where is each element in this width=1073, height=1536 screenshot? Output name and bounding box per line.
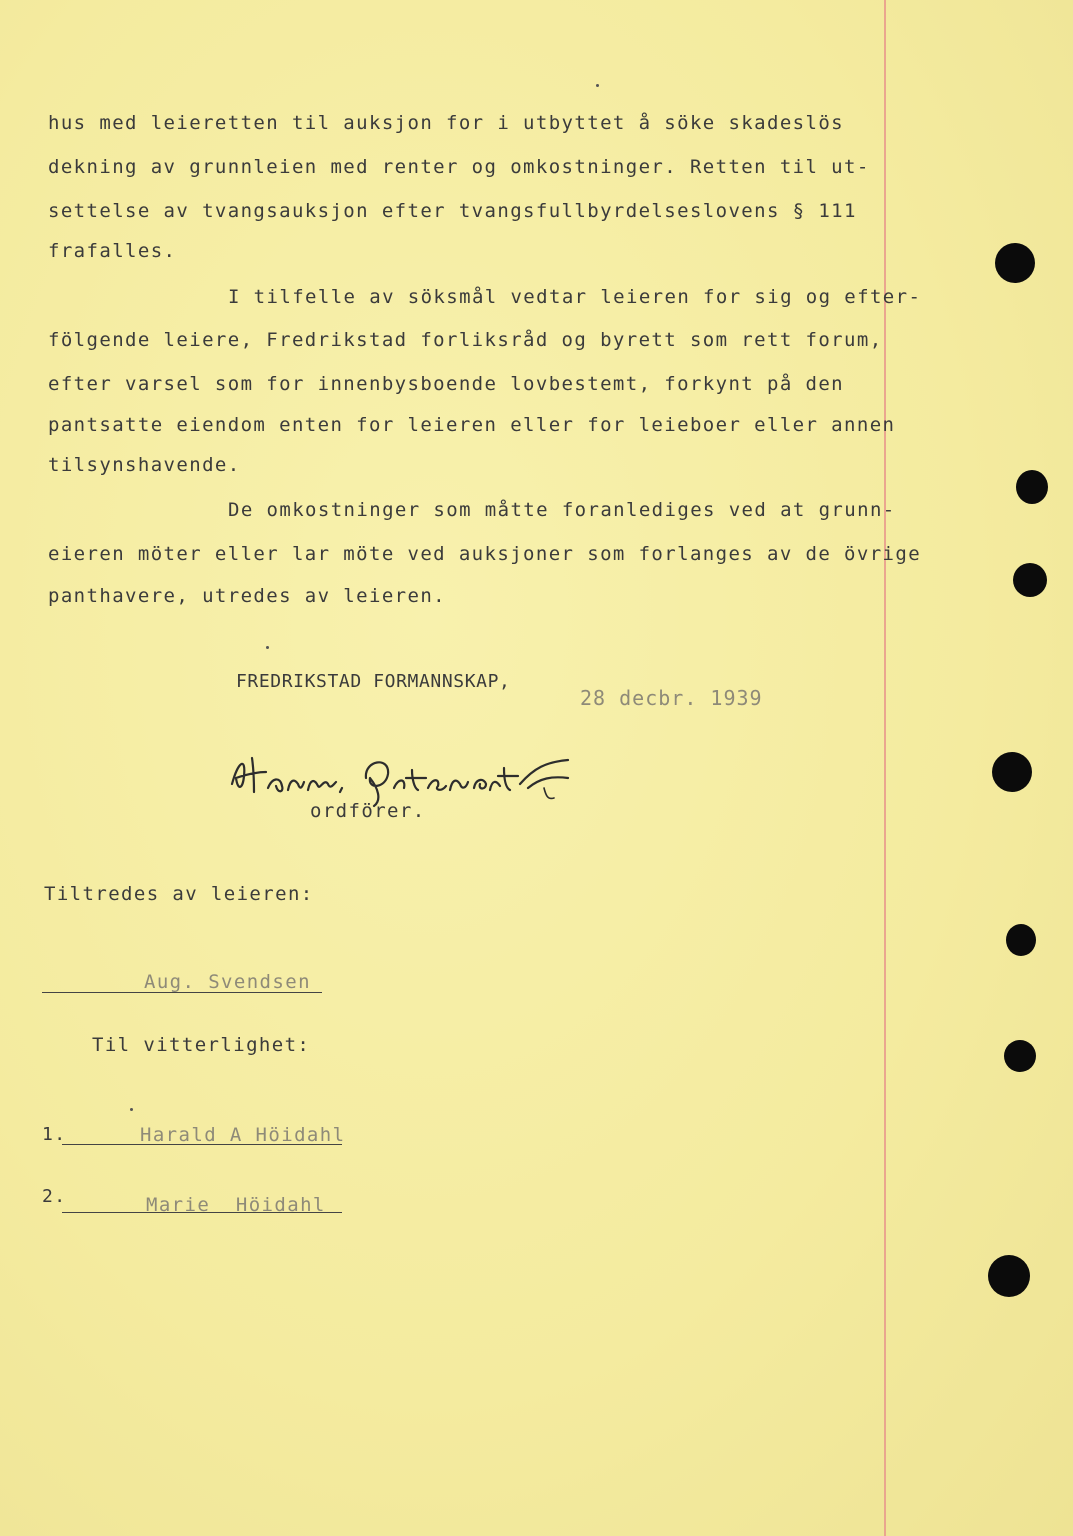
- place-text: FREDRIKSTAD FORMANNSKAP,: [236, 671, 511, 692]
- body-text-line: efter varsel som for innenbysboende lovbestemt, forkynt på den: [48, 373, 845, 395]
- witness-label: Til vitterlighet:: [92, 1034, 311, 1056]
- body-text-line: fölgende leiere, Fredrikstad forliksråd og byrett som rett forum,: [48, 329, 883, 351]
- binder-hole: [1006, 924, 1036, 956]
- ink-speck: [130, 1108, 133, 1111]
- binder-hole: [1004, 1040, 1036, 1072]
- body-text-line: De omkostninger som måtte foranlediges ved at grunn-: [228, 499, 896, 521]
- signature-line: [42, 992, 322, 993]
- binder-hole: [995, 243, 1035, 283]
- body-text-line: settelse av tvangsauksjon efter tvangsfullbyrdelseslovens § 111: [48, 200, 857, 222]
- body-text-line: frafalles.: [48, 240, 177, 262]
- witness-name: Harald A Höidahl: [140, 1124, 346, 1146]
- signature-line: [62, 1144, 342, 1145]
- signature-mark: [228, 748, 598, 808]
- body-text-line: pantsatte eiendom enten for leieren eller for leieboer eller annen: [48, 414, 896, 436]
- role-text: ordförer.: [310, 800, 426, 822]
- lessee-signature-name: Aug. Svendsen: [144, 971, 311, 993]
- date-stamp: 28 decbr. 1939: [580, 686, 763, 710]
- body-text-line: tilsynshavende.: [48, 454, 241, 476]
- signature-line: [62, 1212, 342, 1213]
- witness-number: 2.: [42, 1186, 67, 1207]
- body-text-line: eieren möter eller lar möte ved auksjoner som forlanges av de övrige: [48, 543, 922, 565]
- ink-speck: [266, 646, 269, 649]
- binder-hole: [992, 752, 1032, 792]
- body-text-line: hus med leieretten til auksjon for i utbyttet å söke skadeslös: [48, 112, 845, 134]
- witness-name: Marie Höidahl: [146, 1194, 326, 1216]
- binder-hole: [988, 1255, 1030, 1297]
- binder-hole: [1013, 563, 1047, 597]
- ink-speck: [596, 84, 599, 87]
- witness-number: 1.: [42, 1124, 67, 1145]
- body-text-line: I tilfelle av söksmål vedtar leieren for sig og efter-: [228, 286, 922, 308]
- accession-label: Tiltredes av leieren:: [44, 883, 314, 905]
- body-text-line: panthavere, utredes av leieren.: [48, 585, 447, 607]
- margin-rule: [884, 0, 886, 1536]
- body-text-line: dekning av grunnleien med renter og omkostninger. Retten til ut-: [48, 156, 870, 178]
- binder-hole: [1016, 470, 1048, 504]
